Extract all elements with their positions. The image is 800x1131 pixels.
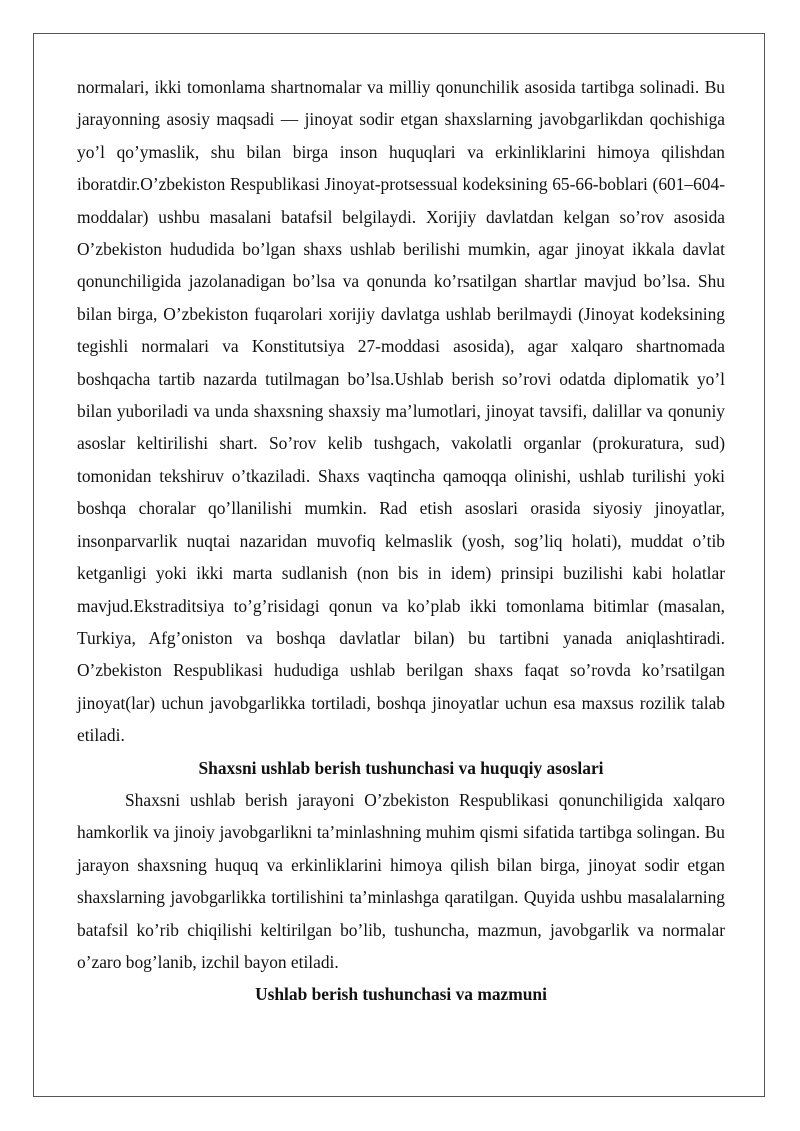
body-paragraph: normalari, ikki tomonlama shartnomalar va milliy qonunchilik asosida tartibga solinadi. Bu jarayonning asosiy maqsadi — jinoyat sodir etgan shaxslarning javobgarlikdan qochishiga yo’l qo’ymaslik, shu bilan birga inson huquqlari va erkinliklarini himoya qilishdan iboratdir.O’zbekiston Respublikasi Jinoyat-protsessual kodeksining 65-66-boblari (601–604-moddalar) ushbu masalani batafsil belgilaydi. Xorijiy davlatdan kelgan so’rov asosida O’zbekiston hududida bo’lgan shaxs ushlab berilishi mumkin, agar jinoyat ikkala davlat qonunchiligida jazolanadigan bo’lsa va qonunda ko’rsatilgan shartlar mavjud bo’lsa. Shu bilan birga, O’zbekiston fuqarolari xorijiy davlatga ushlab berilmaydi (Jinoyat kodeksining tegishli normalari va Konstitutsiya 27-moddasi asosida), agar xalqaro shartnomada boshqacha tartib nazarda tutilmagan bo’lsa.Ushlab berish so’rovi odatda diplomatik yo’l bilan yuboriladi va unda shaxsning shaxsiy ma’lumotlari, jinoyat tavsifi, dalillar va qonuniy asoslar keltirilishi shart. So’rov kelib tushgach, vakolatli organlar (prokuratura, sud) tomonidan tekshiruv o’tkaziladi. Shaxs vaqtincha qamoqqa olinishi, ushlab turilishi yoki boshqa choralar qo’llanilishi mumkin. Rad etish asoslari orasida siyosiy jinoyatlar, insonparvarlik nuqtai nazaridan muvofiq kelmaslik (yosh, sog’liq holati), muddat o’tib ketganligi yoki ikki marta sudlanish (non bis in idem) prinsipi buzilishi kabi holatlar mavjud.Ekstraditsiya to’g’risidagi qonun va ko’plab ikki tomonlama bitimlar (masalan, Turkiya, Afg’oniston va boshqa davlatlar bilan) bu tartibni yanada aniqlashtiradi. O’zbekiston Respublikasi hududiga ushlab berilgan shaxs faqat so’rovda ko’rsatilgan jinoyat(lar) uchun javobgarlikka tortiladi, boshqa jinoyatlar uchun esa maxsus rozilik talab etiladi. (77, 77, 725, 746)
section-heading: Shaxsni ushlab berish tushunchasi va huquqiy asoslari (198, 757, 604, 778)
document-body (77, 71, 725, 1011)
body-paragraph: Shaxsni ushlab berish jarayoni O’zbekiston Respublikasi qonunchiligida xalqaro hamkorlik va jinoiy javobgarlikni ta’minlashning muhim qismi sifatida tartibga solingan. Bu jarayon shaxsning huquq va erkinliklarini himoya qilish bilan birga, jinoyat sodir etgan shaxslarning javobgarlikka tortilishini ta’minlashga qaratilgan. Quyida ushbu masalalarning batafsil ko’rib chiqilishi keltirilgan bo’lib, tushuncha, mazmun, javobgarlik va normalar o’zaro bog’lanib, izchil bayon etiladi. (77, 789, 725, 972)
section-heading: Ushlab berish tushunchasi va mazmuni (255, 984, 547, 1005)
